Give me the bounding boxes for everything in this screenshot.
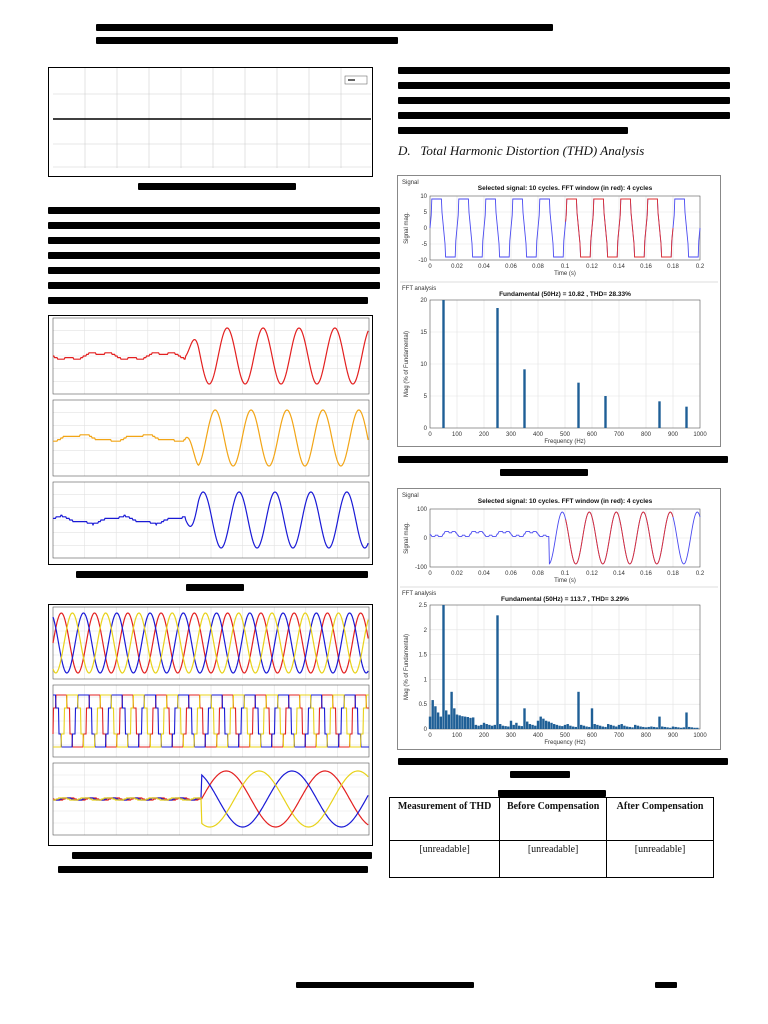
y-tick-label: 100 [416,507,427,513]
scope-figure-phases [48,315,373,565]
x-tick-label: 900 [667,432,679,438]
fft-bar [429,717,431,729]
fft-bar [661,727,663,729]
fft-bar [572,727,574,729]
table-header-cell: Measurement of THD [390,798,500,841]
fft-bar [529,724,531,729]
fft-bar [612,726,614,729]
x-tick-label: 200 [478,432,490,438]
thd-table [389,797,714,878]
fft-bar [432,700,434,729]
table-cell: [unreadable] [390,841,500,878]
fft-bar [440,717,442,729]
phase-waveform-plot [49,316,371,563]
fft-bar [677,727,679,729]
y-axis-label: Mag (% of Fundamental) [404,633,410,701]
x-axis-label: Frequency (Hz) [544,740,586,746]
fft-bar [475,725,477,729]
fft-bar [477,726,479,729]
fft-bar [453,708,455,729]
fft-bar [637,726,639,729]
fft-bar [556,725,558,729]
blurred-text-line [96,24,553,31]
x-tick-label: 0.08 [532,264,544,270]
fft-bar [648,727,650,729]
fft-bar [607,724,609,729]
x-tick-label: 0.1 [560,571,570,577]
fft-bar [669,728,671,729]
x-axis-label: Time (s) [554,271,576,277]
fft-bar [442,605,444,729]
fft-bar [656,727,658,729]
table-caption [498,790,606,797]
y-axis-label: Mag (% of Fundamental) [404,330,410,398]
y-tick-label: 2 [423,627,427,634]
x-tick-label: 0.1 [560,264,570,270]
x-tick-label: 0.14 [613,264,625,270]
fft-bar [545,721,547,729]
figure-caption [186,584,244,591]
fft-bar [445,710,447,729]
fft-bar [577,383,579,428]
fft-bar [507,727,509,729]
fft-bar [459,715,461,729]
fft-bar [675,727,677,729]
fft-bar [526,722,528,729]
y-tick-label: 10 [420,362,427,368]
scope-figure-threephase [48,604,373,846]
page-number [655,982,677,988]
fft-bar [499,724,501,729]
y-tick-label: 5 [423,210,427,216]
x-axis-label: Frequency (Hz) [544,439,586,445]
x-tick-label: 500 [559,733,571,739]
figure-caption [58,866,368,873]
fft-bar [599,726,601,729]
x-tick-label: 500 [559,432,571,438]
fft-bar [534,726,536,729]
y-tick-label: 10 [420,194,427,200]
y-tick-label: 0.5 [418,702,427,709]
fft-bar [693,728,695,729]
x-tick-label: 100 [451,733,463,739]
section-number: D. [398,143,411,158]
signal-plot-title: Selected signal: 10 cycles. FFT window (in red): 4 cycles [477,498,653,505]
fft-bar [491,726,493,729]
x-tick-label: 0.18 [667,571,679,577]
fft-bar [594,724,596,729]
y-tick-label: -5 [421,242,427,248]
x-tick-label: 0.2 [695,264,705,270]
fft-bar [588,727,590,729]
fft-bar [486,724,488,729]
x-tick-label: 200 [478,733,490,739]
fft-bar [483,723,485,729]
y-tick-label: 0 [423,226,427,232]
fft-bar [615,727,617,729]
fft-bar [542,719,544,729]
fft-bar [523,369,525,428]
fft-bar [515,723,517,729]
y-tick-label: 0 [423,426,427,432]
y-tick-label: 2.5 [418,603,427,609]
fft-bar [472,717,474,729]
fft-bar [480,725,482,729]
fft-bar [666,727,668,729]
fft-bar [467,717,469,729]
fft-bar [639,727,641,729]
fft-bar [575,727,577,729]
fft-bar [434,706,436,729]
fft-bar [696,728,698,729]
fft-bar [618,725,620,729]
x-tick-label: 0.04 [478,264,490,270]
y-tick-label: 1 [423,677,427,684]
x-tick-label: 0 [428,264,432,270]
fft-bar [688,727,690,729]
x-tick-label: 0.16 [640,571,652,577]
grid [53,763,369,835]
threephase-waveform-plot [49,605,371,844]
fft-bar [464,717,466,729]
fft-bar [550,723,552,729]
fft-bar [664,727,666,729]
scope-figure-flat [48,67,373,177]
fft-bar [583,726,585,729]
fft-bar [580,725,582,729]
fft-bar [456,715,458,729]
figure-caption [500,469,588,476]
fft-plot-title: Fundamental (50Hz) = 10.82 , THD= 28.33% [499,291,631,298]
fft-bar [531,725,533,729]
x-tick-label: 0 [428,432,432,438]
fft-bar [631,727,633,729]
fft-bar [658,717,660,729]
x-tick-label: 1000 [693,733,707,739]
x-tick-label: 0 [428,733,432,739]
fft-bar [502,726,504,729]
scope-plot [49,68,371,175]
fft-bar [496,615,498,729]
figure-caption [398,758,728,765]
x-tick-label: 0.02 [451,571,463,577]
blurred-text-line [96,37,398,44]
fft-bar [494,725,496,729]
x-tick-label: 900 [667,733,679,739]
y-tick-label: 0 [423,536,427,542]
x-tick-label: 800 [640,733,652,739]
y-axis-label: Signal mag. [404,522,410,554]
x-tick-label: 0.06 [505,264,517,270]
grid [430,605,700,729]
fft-bar [621,724,623,729]
fft-bar [510,721,512,729]
section-heading [398,143,644,159]
fft-bar [569,726,571,729]
figure-caption [76,571,368,578]
panel-label-signal: Signal [402,180,419,186]
x-tick-label: 700 [613,733,625,739]
grid [53,607,369,679]
fft-bar [685,407,687,428]
x-tick-label: 0.2 [695,571,705,577]
table-header-row [390,798,714,841]
fft-bar [553,724,555,729]
fft-bar [558,726,560,729]
fft-bar [437,712,439,729]
y-tick-label: -100 [414,565,427,571]
fft-bar [629,727,631,729]
fft-bar [610,725,612,729]
fft-bar [645,727,647,729]
x-tick-label: 300 [505,733,517,739]
fft-plot-title: Fundamental (50Hz) = 113.7 , THD= 3.29% [501,596,629,603]
fft-bar [448,715,450,729]
fft-bar [523,708,525,729]
fft-bar [537,721,539,729]
fft-bar [496,308,498,428]
x-tick-label: 0.06 [505,571,517,577]
y-tick-label: 15 [420,330,427,336]
x-tick-label: 400 [532,733,544,739]
fft-bar [567,724,569,729]
panel-label-fft: FFT analysis [402,286,437,292]
x-tick-label: 0.02 [451,264,463,270]
fft-bar [548,722,550,729]
panel-label-signal: Signal [402,493,419,499]
fft-bar [623,726,625,729]
x-tick-label: 600 [586,733,598,739]
figure-caption [72,852,372,859]
x-tick-label: 0.16 [640,264,652,270]
fft-bar [604,396,606,428]
x-tick-label: 100 [451,432,463,438]
fft-bar [596,725,598,729]
fft-figure-before [397,175,721,447]
x-tick-label: 0.18 [667,264,679,270]
fft-bar [626,727,628,729]
panel-label-fft: FFT analysis [402,591,437,597]
x-tick-label: 0.12 [586,571,598,577]
x-tick-label: 0.12 [586,264,598,270]
fft-after-plot [398,489,720,749]
fft-bar [469,718,471,729]
fft-bar [585,727,587,729]
fft-bar [591,708,593,729]
fft-bar [488,725,490,729]
table-cell: [unreadable] [500,841,607,878]
y-tick-label: 0 [423,727,427,733]
fft-bar [683,727,685,729]
fft-bar [513,725,515,729]
fft-bar [504,726,506,729]
x-axis-label: Time (s) [554,578,576,584]
fft-before-plot [398,176,720,446]
fft-bar [450,692,452,729]
fft-bar [650,727,652,729]
fft-bar [564,725,566,729]
y-tick-label: 5 [423,394,427,400]
signal-plot-title: Selected signal: 10 cycles. FFT window (in red): 4 cycles [477,185,653,192]
table-header-cell: After Compensation [607,798,714,841]
y-axis-label: Signal mag. [404,212,410,244]
table-header-cell: Before Compensation [500,798,607,841]
section-title: Total Harmonic Distortion (THD) Analysis [420,143,645,158]
fft-bar [577,692,579,729]
fft-bar [642,727,644,729]
fft-bar [634,725,636,729]
x-tick-label: 0.08 [532,571,544,577]
x-tick-label: 0.14 [613,571,625,577]
x-tick-label: 0.04 [478,571,490,577]
fft-bar [518,726,520,729]
fft-bar [685,712,687,729]
fft-bar [461,716,463,729]
fft-bar [561,726,563,729]
y-tick-label: 1.5 [418,652,427,659]
x-tick-label: 700 [613,432,625,438]
fft-bar [653,727,655,729]
table-cell: [unreadable] [607,841,714,878]
fft-figure-after [397,488,721,750]
fft-bar [672,727,674,729]
fft-bar [540,717,542,729]
figure-caption [510,771,570,778]
x-tick-label: 400 [532,432,544,438]
fft-bar [658,401,660,428]
fft-bar [602,727,604,729]
figure-caption [138,183,296,190]
figure-caption [398,456,728,463]
fft-bar [604,727,606,729]
fft-bar [680,728,682,729]
x-tick-label: 600 [586,432,598,438]
x-tick-label: 1000 [693,432,707,438]
table-row [390,841,714,878]
y-tick-label: -10 [418,258,427,264]
y-tick-label: 20 [420,298,427,304]
footer-text [296,982,474,988]
x-tick-label: 300 [505,432,517,438]
fft-bar [691,727,693,729]
fft-bar [442,300,444,428]
x-tick-label: 0 [428,571,432,577]
x-tick-label: 800 [640,432,652,438]
fft-bar [521,726,523,729]
